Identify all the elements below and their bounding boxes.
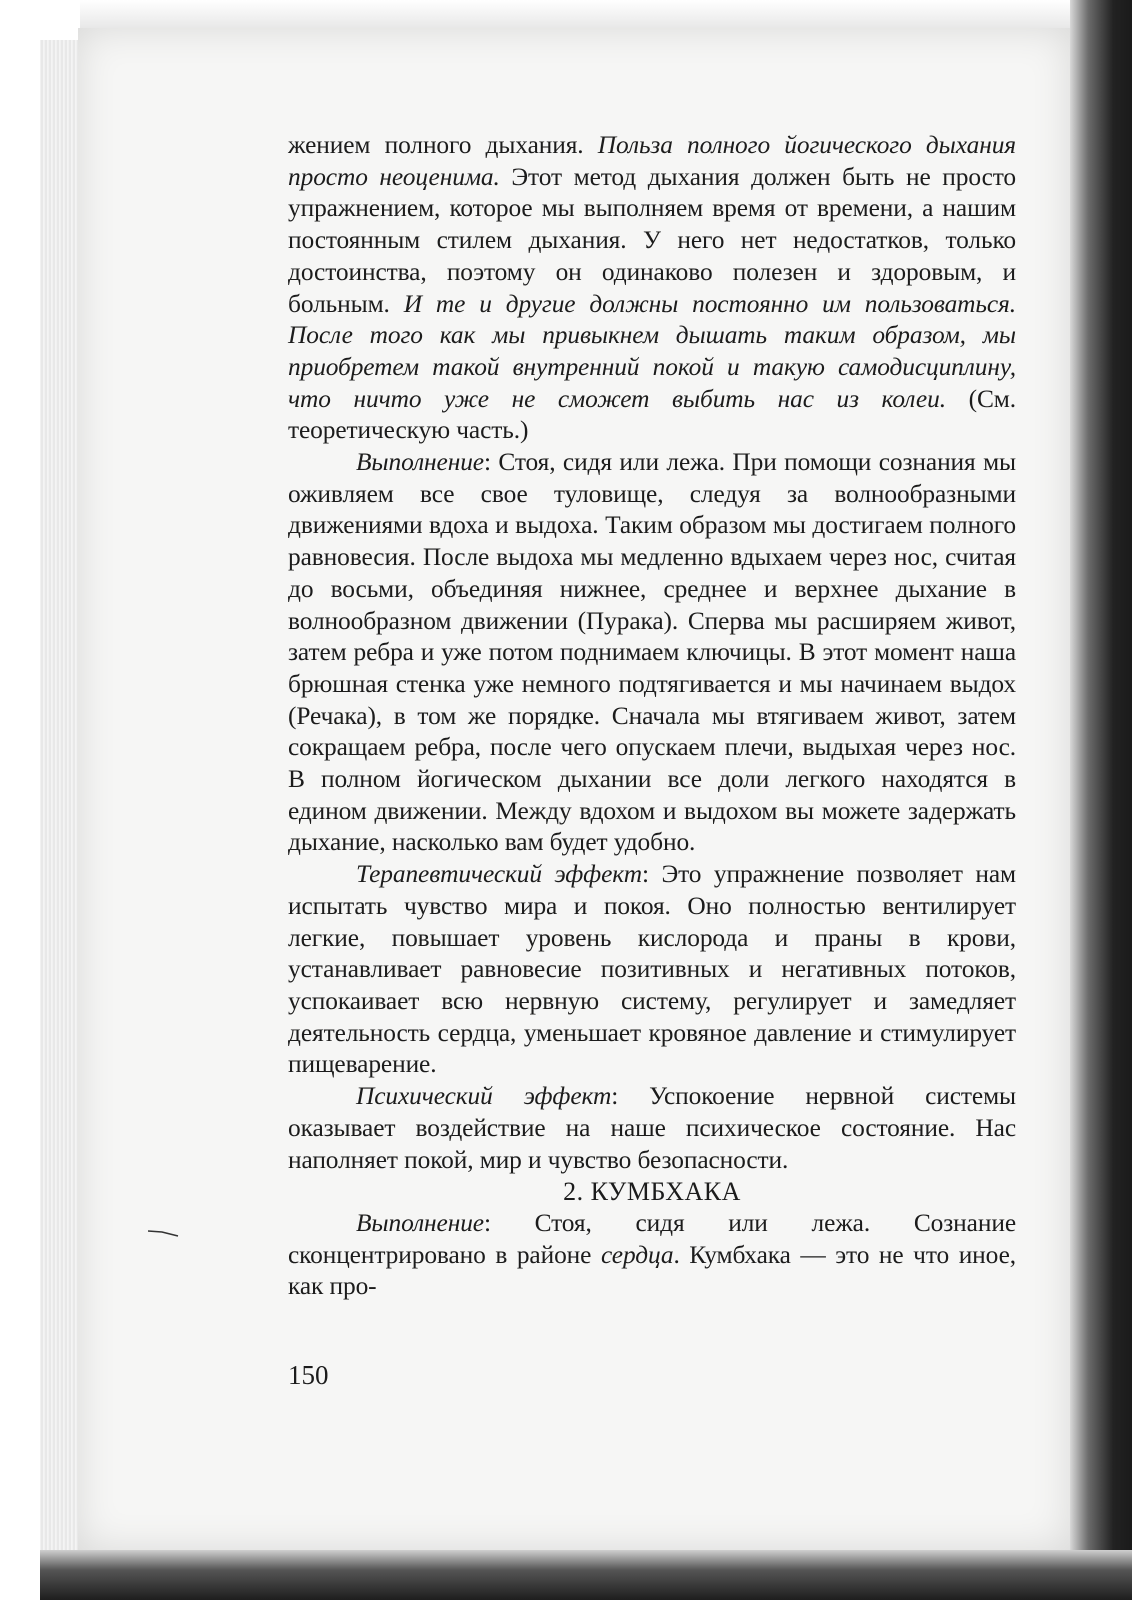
text-run: : Стоя, сидя или лежа. При помощи сознания мы оживляем все свое туловище, следуя за волнообразными движениями вдоха и выдоха. Таким образом мы достигаем полного равновесия. После выдоха мы медленно вдыхаем через нос, считая до восьми, объединяя нижнее, среднее и верхнее дыхание в волнообразном движении (Пурака). Сперва мы расширяем живот, затем ребра и уже потом поднимаем ключицы. В этот момент наша брюшная стенка уже немного подтягивается и мы начинаем выдох (Речака), в том же порядке. Сначала мы втягиваем живот, затем сокращаем ребра, после чего опускаем плечи, выдыхая через нос. В полном йогическом дыхании все доли легкого находятся в едином движении. Между вдохом и выдохом вы можете задержать дыхание, насколько вам будет удобно. — [288, 448, 1016, 857]
paragraph-continued — [288, 130, 1016, 447]
book-page-edges — [40, 40, 78, 1600]
section-heading: 2. КУМБХАКА — [563, 1177, 741, 1207]
paragraph-therapeutic-effect — [288, 859, 1016, 1081]
scan-mark — [148, 1228, 184, 1238]
text-run: Этот метод дыхания должен быть не просто упражнением, которое мы выполняем время от времени, а нашим постоянным стилем дыхания. У него нет недостатков, только достоинства, поэтому он одинаково полезен и здоровым, и больным. — [288, 162, 1016, 318]
italic-run: И те и другие должны постоянно им пользоваться. После того как мы привыкнем дышать таким образом, мы приобретем такой внутренний покой и такую самодисциплину, что ничто уже не сможет выбить нас из колеи. — [288, 289, 1016, 413]
run-in-label: Терапевтический эффект — [356, 860, 642, 889]
text-run: : Это упражнение позволяет нам испытать чувство мира и покоя. Оно полностью вентилирует легкие, повышает уровень кислорода и праны в крови, устанавливает равновесие позитивных и негативных потоков, успокаивает всю нервную систему, регулирует и замедляет деятельность сердца, уменьшает кровяное давление и стимулирует пищеварение. — [288, 860, 1016, 1079]
scan-right-edge — [1070, 0, 1132, 1600]
paragraph-psychic-effect — [288, 1081, 1016, 1176]
paragraph-execution — [288, 447, 1016, 859]
italic-run: сердца — [600, 1240, 674, 1269]
body-text — [288, 130, 1016, 1303]
text-run: жением полного дыхания. — [288, 131, 598, 159]
paragraph-kumbhaka-execution — [288, 1208, 1016, 1303]
text-run: : Успокоение нервной системы оказывает воздействие на наше психическое состояние. Нас наполняет покой, мир и чувство безопасности. — [288, 1082, 1016, 1174]
text-run: . Кумбхака — это не что иное, как про- — [288, 1240, 1016, 1301]
scan-bottom-edge — [40, 1550, 1132, 1600]
italic-run: Польза полного йогического дыхания просто неоценима. — [288, 131, 1016, 191]
text-run: (См. теоретическую часть.) — [288, 384, 1016, 445]
run-in-label: Выполнение — [356, 1208, 484, 1237]
text-run: : Стоя, сидя или лежа. Сознание сконцентрировано в районе — [288, 1208, 1016, 1269]
run-in-label: Психический эффект — [356, 1082, 612, 1111]
run-in-label: Выполнение — [356, 448, 484, 477]
page-number: 150 — [288, 1360, 329, 1390]
